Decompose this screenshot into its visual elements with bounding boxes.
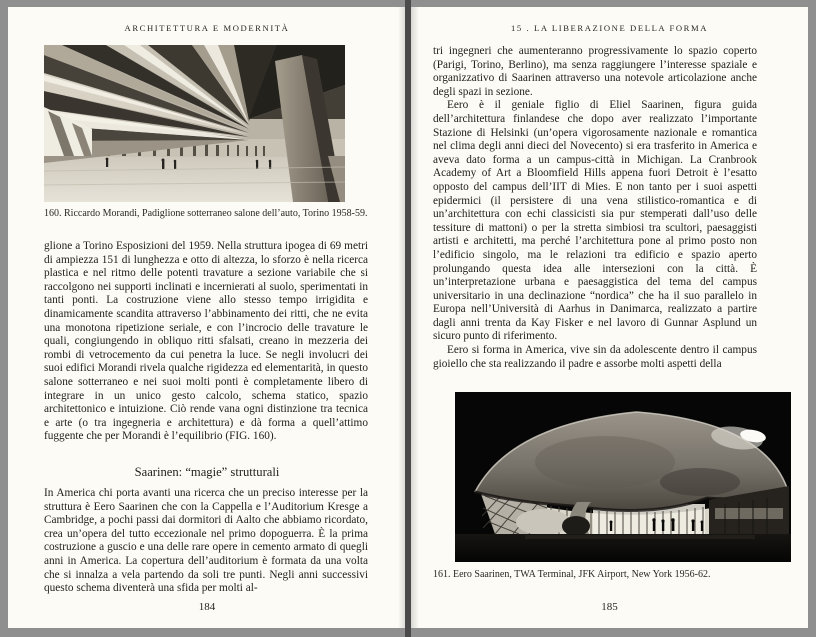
paragraph: In America chi porta avanti una ricerca che un preciso interesse per la struttura è Eero Saarinen che con la Cappella e l’Auditorium Kresge a Cambridge, a pochi passi dai dormitori di Aalto che abbiamo ricordato, crea un’opera del tutto eccezionale nel primo dopoguerra. È la prima costruzione a guscio e una delle rare opere in cemento armato di quegli anni in America. La copertura dell’auditorium è formata da una volta che si innalza a vela partendo da soli tre punti. Negli anni successivi questo schema diventerà una sfida per molti al-	[44, 487, 368, 595]
figure-161	[455, 392, 791, 562]
page-left	[8, 7, 406, 628]
saarinen-twa-terminal-night-photo	[455, 392, 791, 562]
left-body-block-1	[44, 240, 368, 444]
page-right	[411, 7, 808, 628]
morandi-underground-hall-photo	[44, 45, 345, 202]
figure-160-caption: 160. Riccardo Morandi, Padiglione sotterraneo salone dell’auto, Torino 1958-59.	[44, 208, 368, 219]
book-spine	[405, 0, 411, 637]
paragraph: Eero si forma in America, vive sin da adolescente dentro il campus gioiello che sta realizzando il padre e assorbe molti aspetti della	[433, 344, 757, 370]
section-heading: Saarinen: “magie” strutturali	[134, 465, 280, 479]
page-number-right: 185	[601, 601, 618, 613]
left-body-block-2	[44, 487, 368, 596]
paragraph: glione a Torino Esposizioni del 1959. Nella struttura ipogea di 69 metri di ampiezza 151 di lunghezza e otto di altezza, lo sforzo è nella ricerca plastica e nel ritmo delle potenti travature a sezione variabile che si raccolgono nei supporti inclinati e incernierati al suolo, sperimentati in tanti ponti. La costruzione viene allo stesso tempo irrigidita e dinamicamente scandita attraverso l’abbinamento dei ritti, che ne evita una monotona ripetizione seriale, e con l’incrocio delle travature le quali, congiungendo in obliquo ritti sfalsati, creano in mezzeria dei rombi di vetrocemento da cui penetra la luce. Se negli involucri dei suoi edifici Morandi rivela qualche rigidezza ed elementarità, in questo salone sotterraneo e nei suoi molti ponti è completamente libero di integrare in un unico gesto calcolo, schema statico, spazio architettonico e intuizione. Ciò rende vana ogni distinzione tra tecnica e arte (o tra ingegneria e architettura) e dà forma a quell’attimo fuggente che per Morandi è l’equilibrio (FIG. 160).	[44, 240, 368, 443]
page-number-left: 184	[198, 601, 216, 613]
running-header-right: 15 . LA LIBERAZIONE DELLA FORMA	[510, 23, 709, 33]
figure-161-caption: 161. Eero Saarinen, TWA Terminal, JFK Airport, New York 1956-62.	[433, 569, 711, 580]
paragraph: tri ingegneri che aumenteranno progressivamente lo spazio coperto (Parigi, Torino, Berlino), ma senza raggiungere l’interesse spaziale e organizzativo di Saarinen attraverso una notevole articolazione anche degli spazi in sezione.	[433, 45, 757, 98]
running-header-left: ARCHITETTURA E MODERNITÀ	[124, 23, 290, 33]
paragraph: Eero è il geniale figlio di Eliel Saarinen, figura guida dell’architettura finlandese che dopo aver realizzato l’importante Stazione di Helsinki (un’opera vigorosamente nazionale e romantica nel clima degli anni dieci del Novecento) si era trasferito in America e aveva dato forma a un campus-città in Michigan. La Cranbrook Academy of Art a Bloomfield Hills appena fuori Detroit è l’esatto opposto del campus dell’IIT di Mies. E non tanto per i suoi aspetti epidermici (il persistere di una vena stilistico-romantica e di un’architettura con echi classicisti sia pur stemperati dall’uso delle tessiture di mattoni) o per la stretta simbiosi tra scultori, paesaggisti artisti e architetti, ma perché l’architettura pone al primo posto non l’edificio singolo, ma le relazioni tra edificio e spazio aperto prolungando questa idea alle intersezioni con la città. È un’interpretazione urbana e paesaggistica del tema del campus universitario in una declinazione “nordica” che ha il suo parallelo in Europa nell’Università di Aarhus in Danimarca, realizzato a partire dagli anni trenta da Kay Fisker e nel lavoro di Gunnar Asplund un sicuro punto di riferimento.	[433, 99, 757, 343]
figure-160	[44, 45, 345, 202]
right-body-block	[433, 45, 757, 371]
